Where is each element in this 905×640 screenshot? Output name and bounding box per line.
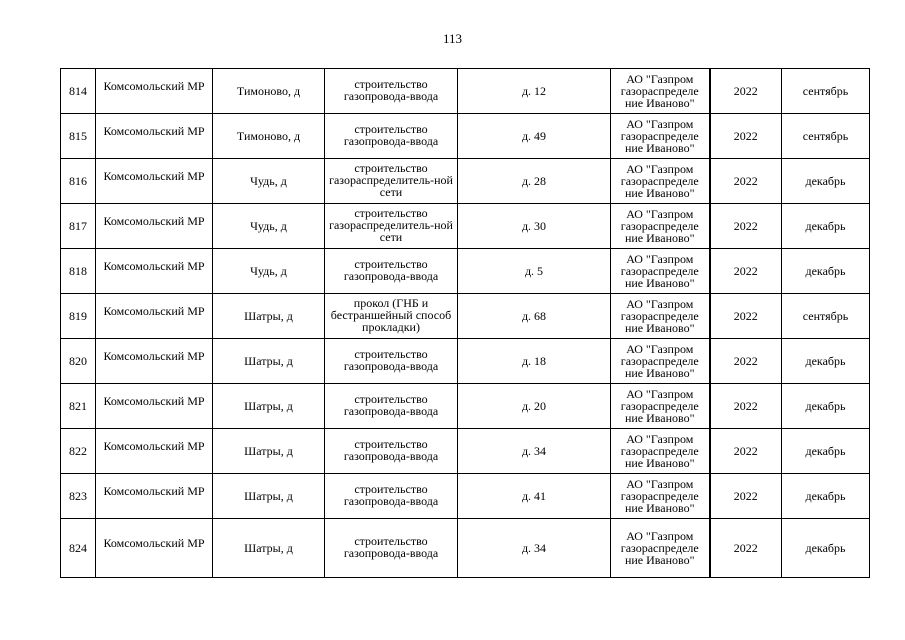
month-cell: декабрь xyxy=(782,159,870,204)
organization-cell: АО "Газпром газораспределе ние Иваново" xyxy=(611,69,710,114)
organization-cell: АО "Газпром газораспределе ние Иваново" xyxy=(611,474,710,519)
work-type-cell xyxy=(325,519,458,578)
locality-cell: Чудь, д xyxy=(213,204,325,249)
district-cell-text: Комсомольский МР xyxy=(103,394,205,408)
organization-cell: АО "Газпром газораспределе ние Иваново" xyxy=(611,159,710,204)
organization-cell: АО "Газпром газораспределе ние Иваново" xyxy=(611,294,710,339)
month-cell: декабрь xyxy=(782,429,870,474)
row-number-cell: 818 xyxy=(61,249,96,294)
row-number-cell: 817 xyxy=(61,204,96,249)
work-type-cell xyxy=(325,384,458,429)
district-cell-text: Комсомольский МР xyxy=(103,79,205,93)
district-cell xyxy=(96,474,213,519)
table-row xyxy=(61,204,870,249)
work-type-cell xyxy=(325,294,458,339)
year-cell: 2022 xyxy=(710,339,782,384)
district-cell-text: Комсомольский МР xyxy=(103,214,205,228)
work-type-cell xyxy=(325,204,458,249)
district-cell xyxy=(96,384,213,429)
locality-cell: Шатры, д xyxy=(213,339,325,384)
locality-cell: Чудь, д xyxy=(213,249,325,294)
work-type-cell-text: строительство газопровода-ввода xyxy=(343,347,439,373)
work-type-cell xyxy=(325,69,458,114)
work-type-cell-text: строительство газопровода-ввода xyxy=(343,257,439,283)
row-number-cell: 821 xyxy=(61,384,96,429)
table-row xyxy=(61,294,870,339)
house-number-cell: д. 18 xyxy=(458,339,611,384)
organization-cell: АО "Газпром газораспределе ние Иваново" xyxy=(611,204,710,249)
district-cell-text: Комсомольский МР xyxy=(103,259,205,273)
month-cell: декабрь xyxy=(782,474,870,519)
district-cell xyxy=(96,249,213,294)
row-number-cell: 815 xyxy=(61,114,96,159)
table-row xyxy=(61,249,870,294)
work-type-cell xyxy=(325,249,458,294)
row-number-cell: 814 xyxy=(61,69,96,114)
row-number-cell: 822 xyxy=(61,429,96,474)
locality-cell: Тимоново, д xyxy=(213,69,325,114)
locality-cell: Шатры, д xyxy=(213,519,325,578)
district-cell-text: Комсомольский МР xyxy=(103,349,205,363)
work-type-cell-text: прокол (ГНБ и бестраншейный способ прокладки) xyxy=(330,296,452,334)
house-number-cell: д. 12 xyxy=(458,69,611,114)
house-number-cell: д. 20 xyxy=(458,384,611,429)
organization-cell: АО "Газпром газораспределе ние Иваново" xyxy=(611,519,710,578)
locality-cell: Шатры, д xyxy=(213,474,325,519)
work-type-cell-text: строительство газопровода-ввода xyxy=(343,392,439,418)
page-number: 113 xyxy=(442,31,463,46)
locality-cell: Шатры, д xyxy=(213,384,325,429)
organization-cell: АО "Газпром газораспределе ние Иваново" xyxy=(611,384,710,429)
month-cell: декабрь xyxy=(782,519,870,578)
district-cell xyxy=(96,69,213,114)
work-type-cell-text: строительство газораспределитель-ной сети xyxy=(329,161,453,199)
row-number-cell: 824 xyxy=(61,519,96,578)
table-row xyxy=(61,474,870,519)
district-cell xyxy=(96,519,213,578)
year-cell: 2022 xyxy=(710,429,782,474)
gasification-plan-table xyxy=(60,68,870,578)
month-cell: сентябрь xyxy=(782,114,870,159)
year-cell: 2022 xyxy=(710,474,782,519)
month-cell: декабрь xyxy=(782,384,870,429)
work-type-cell-text: строительство газопровода-ввода xyxy=(343,437,439,463)
district-cell xyxy=(96,429,213,474)
district-cell-text: Комсомольский МР xyxy=(103,536,205,550)
work-type-cell-text: строительство газораспределитель-ной сети xyxy=(329,206,453,244)
district-cell xyxy=(96,204,213,249)
house-number-cell: д. 28 xyxy=(458,159,611,204)
month-cell: декабрь xyxy=(782,204,870,249)
locality-cell: Тимоново, д xyxy=(213,114,325,159)
work-type-cell xyxy=(325,474,458,519)
district-cell xyxy=(96,294,213,339)
table-row xyxy=(61,339,870,384)
month-cell: сентябрь xyxy=(782,69,870,114)
district-cell-text: Комсомольский МР xyxy=(103,124,205,138)
year-cell: 2022 xyxy=(710,519,782,578)
work-type-cell-text: строительство газопровода-ввода xyxy=(343,77,439,103)
work-type-cell xyxy=(325,339,458,384)
work-type-cell-text: строительство газопровода-ввода xyxy=(343,122,439,148)
year-cell: 2022 xyxy=(710,114,782,159)
table-row xyxy=(61,114,870,159)
house-number-cell: д. 5 xyxy=(458,249,611,294)
organization-cell: АО "Газпром газораспределе ние Иваново" xyxy=(611,339,710,384)
row-number-cell: 819 xyxy=(61,294,96,339)
table-row xyxy=(61,159,870,204)
month-cell: декабрь xyxy=(782,249,870,294)
year-cell: 2022 xyxy=(710,294,782,339)
table-body xyxy=(61,69,870,578)
row-number-cell: 820 xyxy=(61,339,96,384)
district-cell-text: Комсомольский МР xyxy=(103,484,205,498)
year-cell: 2022 xyxy=(710,69,782,114)
row-number-cell: 816 xyxy=(61,159,96,204)
year-cell: 2022 xyxy=(710,159,782,204)
house-number-cell: д. 41 xyxy=(458,474,611,519)
work-type-cell xyxy=(325,429,458,474)
table-row xyxy=(61,384,870,429)
organization-cell: АО "Газпром газораспределе ние Иваново" xyxy=(611,429,710,474)
organization-cell: АО "Газпром газораспределе ние Иваново" xyxy=(611,249,710,294)
district-cell xyxy=(96,339,213,384)
table-row xyxy=(61,429,870,474)
year-cell: 2022 xyxy=(710,249,782,294)
year-cell: 2022 xyxy=(710,384,782,429)
row-number-cell: 823 xyxy=(61,474,96,519)
table-row xyxy=(61,69,870,114)
house-number-cell: д. 30 xyxy=(458,204,611,249)
work-type-cell-text: строительство газопровода-ввода xyxy=(343,534,439,560)
month-cell: декабрь xyxy=(782,339,870,384)
work-type-cell xyxy=(325,159,458,204)
district-cell xyxy=(96,114,213,159)
district-cell-text: Комсомольский МР xyxy=(103,169,205,183)
house-number-cell: д. 68 xyxy=(458,294,611,339)
locality-cell: Чудь, д xyxy=(213,159,325,204)
work-type-cell-text: строительство газопровода-ввода xyxy=(343,482,439,508)
district-cell xyxy=(96,159,213,204)
district-cell-text: Комсомольский МР xyxy=(103,439,205,453)
month-cell: сентябрь xyxy=(782,294,870,339)
house-number-cell: д. 34 xyxy=(458,519,611,578)
work-type-cell xyxy=(325,114,458,159)
locality-cell: Шатры, д xyxy=(213,429,325,474)
table-row xyxy=(61,519,870,578)
house-number-cell: д. 34 xyxy=(458,429,611,474)
district-cell-text: Комсомольский МР xyxy=(103,304,205,318)
locality-cell: Шатры, д xyxy=(213,294,325,339)
house-number-cell: д. 49 xyxy=(458,114,611,159)
organization-cell: АО "Газпром газораспределе ние Иваново" xyxy=(611,114,710,159)
year-cell: 2022 xyxy=(710,204,782,249)
